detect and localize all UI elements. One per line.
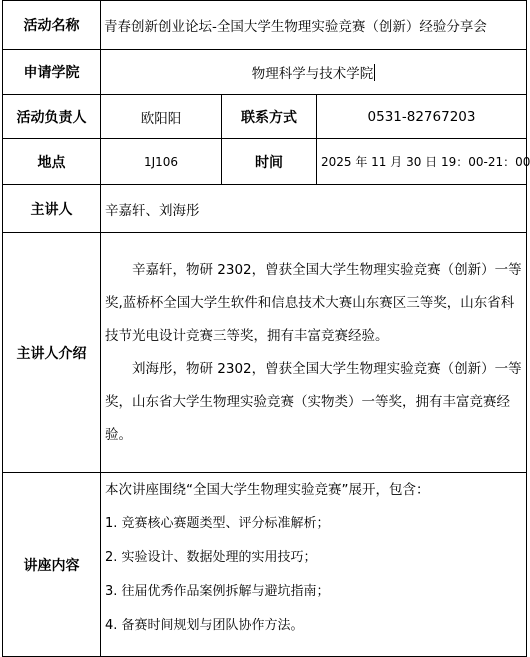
speaker-intro-content — [100, 233, 526, 472]
lecture-content-list — [105, 473, 430, 643]
row-speaker-intro — [3, 232, 526, 472]
activity-name-label: 活动名称 — [23, 18, 80, 34]
row-lecture-content — [3, 472, 526, 657]
lecture-item: 1. 竞赛核心赛题类型、评分标准解析； — [105, 516, 330, 531]
text-cursor — [374, 64, 375, 81]
college-value-text: 物理科学与技术学院 — [251, 66, 374, 82]
speaker-intro-paragraph: 辛嘉轩，物研 2302，曾获全国大学生物理实验竞赛（创新）一等奖,蓝桥杯全国大学生软件和信息技术大赛山东赛区三等奖，山东省科技节光电设计竞赛三等奖，拥有丰富竞赛经验。 — [105, 261, 522, 344]
speaker-intro-label: 主讲人介绍 — [16, 345, 87, 362]
lecture-item: 4. 备赛时间规划与团队协作方法。 — [105, 618, 304, 633]
lecture-content-body — [100, 473, 526, 656]
row-speakers — [3, 184, 526, 232]
speaker-intro-paragraphs — [105, 254, 523, 452]
row-leader — [3, 94, 526, 138]
time-label: 时间 — [221, 139, 316, 184]
leader-label: 活动负责人 — [16, 109, 87, 126]
place-label: 地点 — [37, 154, 66, 171]
row-activity-name — [3, 0, 526, 49]
speakers-label: 主讲人 — [30, 201, 73, 218]
college-value — [100, 50, 526, 94]
row-college — [3, 49, 526, 94]
speaker-intro-paragraph: 刘海彤，物研 2302，曾获全国大学生物理实验竞赛（创新）一等奖，山东省大学生物理实验竞赛（实物类）一等奖，拥有丰富竞赛经验。 — [105, 360, 522, 443]
row-place-time — [3, 138, 530, 184]
lecture-intro: 本次讲座围绕“全国大学生物理实验竞赛”展开，包含： — [105, 482, 430, 498]
lecture-content-label: 讲座内容 — [23, 557, 80, 574]
contact-label: 联系方式 — [221, 95, 316, 138]
lecture-item: 2. 实验设计、数据处理的实用技巧； — [105, 550, 317, 565]
lecture-item: 3. 往届优秀作品案例拆解与避坑指南； — [105, 584, 330, 599]
activity-name-value: 青春创新创业论坛-全国大学生物理实验竞赛（创新）经验分享会 — [100, 1, 526, 49]
leader-name: 欧阳阳 — [100, 95, 221, 138]
speakers-value: 辛嘉轩、刘海彤 — [100, 185, 526, 232]
college-label: 申请学院 — [23, 65, 80, 81]
place-value: 1J106 — [100, 139, 221, 184]
time-value: 2025 年 11 月 30 日 19：00-21：00 — [316, 139, 526, 184]
contact-value: 0531-82767203 — [316, 95, 526, 138]
application-form-table — [2, 0, 530, 657]
